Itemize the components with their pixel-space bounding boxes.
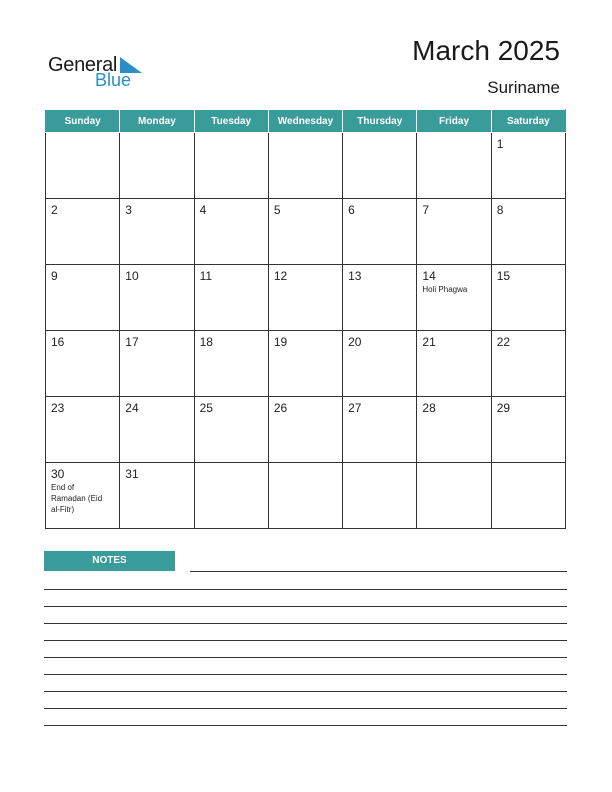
generalblue-logo bbox=[48, 52, 158, 92]
day-cell bbox=[343, 463, 417, 529]
day-number: 31 bbox=[125, 467, 139, 481]
day-number: 19 bbox=[273, 335, 288, 349]
day-number: 22 bbox=[496, 335, 511, 349]
page-title: March 2025 bbox=[412, 35, 560, 66]
holiday-label: Holi Phagwa bbox=[422, 285, 468, 294]
day-cell bbox=[417, 463, 491, 529]
day-cell bbox=[120, 397, 194, 463]
logo-text-general: General bbox=[48, 54, 118, 76]
logo-text-blue: Blue bbox=[95, 70, 132, 90]
day-cell bbox=[343, 199, 417, 265]
weekday-wednesday: Wednesday bbox=[268, 110, 342, 133]
day-cell bbox=[194, 265, 268, 331]
day-number: 30 bbox=[51, 467, 65, 481]
day-cell bbox=[120, 199, 194, 265]
day-cell bbox=[46, 133, 120, 199]
day-number: 24 bbox=[125, 401, 139, 415]
day-number: 18 bbox=[199, 335, 213, 349]
day-number: 5 bbox=[273, 203, 281, 217]
day-cell bbox=[417, 397, 491, 463]
day-number: 14 bbox=[422, 269, 436, 283]
day-cell bbox=[194, 397, 268, 463]
note-line bbox=[44, 708, 567, 709]
day-number: 26 bbox=[273, 401, 288, 415]
week-row bbox=[46, 265, 566, 331]
day-cell bbox=[491, 199, 565, 265]
note-line bbox=[44, 606, 567, 607]
day-number: 9 bbox=[51, 269, 58, 283]
day-cell bbox=[120, 265, 194, 331]
day-number: 4 bbox=[199, 203, 207, 217]
day-cell bbox=[194, 133, 268, 199]
day-cell bbox=[46, 463, 120, 529]
day-cell bbox=[343, 265, 417, 331]
day-number: 3 bbox=[125, 203, 132, 217]
day-cell bbox=[46, 265, 120, 331]
weekday-saturday: Saturday bbox=[491, 110, 565, 133]
note-line bbox=[44, 657, 567, 658]
day-number: 7 bbox=[422, 203, 430, 217]
day-cell bbox=[343, 331, 417, 397]
note-line bbox=[44, 589, 567, 590]
week-row bbox=[46, 133, 566, 199]
weekday-friday: Friday bbox=[417, 110, 491, 133]
day-cell bbox=[194, 331, 268, 397]
day-cell bbox=[120, 133, 194, 199]
note-line bbox=[44, 691, 567, 692]
day-cell bbox=[491, 133, 565, 199]
day-cell bbox=[268, 331, 342, 397]
note-line bbox=[44, 640, 567, 641]
day-number: 27 bbox=[348, 401, 362, 415]
day-cell bbox=[417, 331, 491, 397]
note-line bbox=[44, 623, 567, 624]
weekday-tuesday: Tuesday bbox=[194, 110, 268, 133]
weekday-monday: Monday bbox=[120, 110, 194, 133]
day-number: 28 bbox=[422, 401, 436, 415]
week-row bbox=[46, 463, 566, 529]
day-number: 11 bbox=[199, 269, 213, 283]
day-cell bbox=[491, 331, 565, 397]
day-cell bbox=[46, 397, 120, 463]
day-cell bbox=[120, 463, 194, 529]
note-line bbox=[190, 571, 567, 572]
day-number: 23 bbox=[51, 401, 65, 415]
day-cell bbox=[343, 133, 417, 199]
note-line bbox=[44, 674, 567, 675]
day-cell bbox=[268, 463, 342, 529]
day-number: 10 bbox=[125, 269, 139, 283]
day-cell bbox=[491, 463, 565, 529]
day-cell bbox=[120, 331, 194, 397]
weekday-sunday: Sunday bbox=[46, 110, 120, 133]
day-number: 20 bbox=[348, 335, 362, 349]
day-number: 25 bbox=[199, 401, 213, 415]
day-cell bbox=[46, 331, 120, 397]
note-line bbox=[44, 725, 567, 726]
day-cell bbox=[268, 265, 342, 331]
day-number: 15 bbox=[496, 269, 511, 283]
day-number: 8 bbox=[496, 203, 504, 217]
country-name: Suriname bbox=[487, 78, 560, 97]
day-cell bbox=[194, 463, 268, 529]
day-cell bbox=[194, 199, 268, 265]
day-number: 21 bbox=[422, 335, 436, 349]
weekday-header-row bbox=[46, 110, 566, 133]
week-row bbox=[46, 331, 566, 397]
day-cell bbox=[268, 133, 342, 199]
holiday-label: End of Ramadan (Eid al-Fitr) bbox=[51, 483, 103, 514]
week-row bbox=[46, 199, 566, 265]
day-number: 12 bbox=[273, 269, 288, 283]
day-cell bbox=[491, 265, 565, 331]
day-cell bbox=[417, 199, 491, 265]
day-number: 2 bbox=[51, 203, 58, 217]
day-number: 1 bbox=[496, 137, 504, 151]
weekday-thursday: Thursday bbox=[343, 110, 417, 133]
day-cell bbox=[46, 199, 120, 265]
day-number: 29 bbox=[496, 401, 511, 415]
day-number: 13 bbox=[348, 269, 362, 283]
day-cell bbox=[417, 133, 491, 199]
day-number: 17 bbox=[125, 335, 139, 349]
day-cell bbox=[343, 397, 417, 463]
day-cell bbox=[491, 397, 565, 463]
day-number: 16 bbox=[51, 335, 65, 349]
week-row bbox=[46, 397, 566, 463]
day-cell bbox=[268, 397, 342, 463]
notes-header: NOTES bbox=[44, 551, 175, 571]
day-number: 6 bbox=[348, 203, 355, 217]
calendar-grid bbox=[45, 109, 566, 529]
day-cell bbox=[268, 199, 342, 265]
day-cell bbox=[417, 265, 491, 331]
